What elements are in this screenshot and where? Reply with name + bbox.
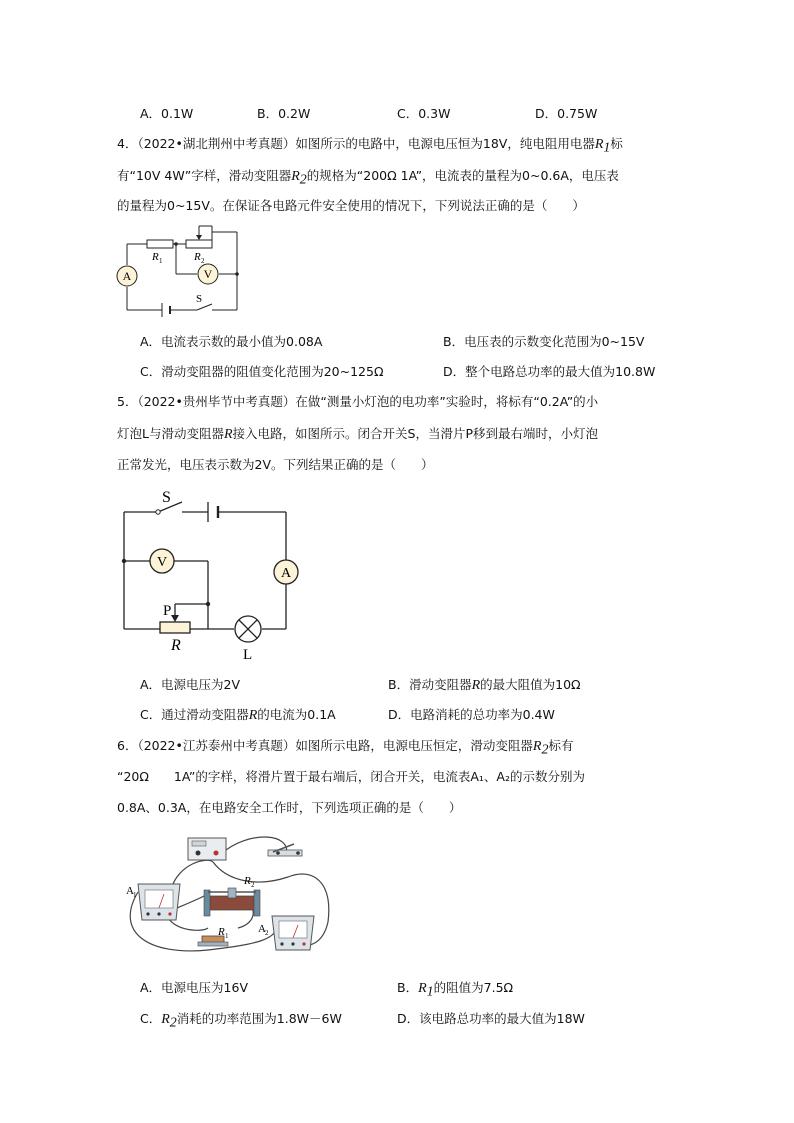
q3-option-a: A．0.1W (140, 106, 194, 121)
q3-option-d: D．0.75W (535, 106, 598, 121)
q4-stem-line-3: 的量程为0~15V。在保证各电路元件安全使用的情况下，下列说法正确的是（ ） (117, 198, 585, 213)
q6-circuit-illustration (118, 832, 348, 964)
q5-stem-line-3: 正常发光，电压表示数为2V。下列结果正确的是（ ） (117, 457, 434, 472)
q4-stem-line-2: 有“10V 4W”字样，滑动变阻器$R_2$的规格为“200Ω 1A”，电流表的量程为0~0.6A，电压表 (117, 168, 619, 188)
q5-option-b: B．滑动变阻器R的最大阻值为10Ω (388, 677, 581, 693)
q3-option-c: C．0.3W (397, 106, 451, 121)
q4-option-d: D．整个电路总功率的最大值为10.8W (443, 364, 656, 379)
q5-circuit-diagram (110, 484, 306, 662)
q5-rheostat-r (160, 622, 190, 633)
q4-stem-line-1: 4．（2022•湖北荆州中考真题）如图所示的电路中，电源电压恒为18V，纯电阻用电器$R_1$标 (117, 136, 623, 156)
q6-r1-subscript: 1 (225, 932, 229, 940)
q4-option-a: A．电流表示数的最小值为0.08A (140, 334, 323, 349)
q5-ammeter-label: A (280, 566, 292, 581)
q5-switch-label: S (162, 489, 171, 506)
q6-r2-label: R (244, 875, 251, 887)
q5-option-c: C．通过滑动变阻器R的电流为0.1A (140, 707, 336, 723)
q5-option-d: D．电路消耗的总功率为0.4W (388, 707, 555, 722)
q6-option-a: A．电源电压为16V (140, 980, 249, 995)
q6-stem-line-3: 0.8A、0.3A，在电路安全工作时，下列选项正确的是（ ） (117, 800, 462, 815)
q5-slider-label: P (163, 603, 172, 619)
q4-ammeter-label: A (122, 269, 132, 283)
q6-option-b: B．$R_1$的阻值为7.5Ω (397, 980, 514, 1000)
q4-resistor-r1 (147, 240, 173, 248)
q5-voltmeter-label: V (156, 555, 168, 570)
q4-r2-subscript: 2 (201, 257, 205, 265)
q4-r1-subscript: 1 (159, 257, 163, 265)
q5-rheostat-label: R (171, 637, 181, 654)
q5-lamp-label: L (243, 647, 253, 662)
q6-stem-line-2: “20Ω 1A”的字样，将滑片置于最右端后，闭合开关，电流表A₁、A₂的示数分别为 (117, 769, 585, 784)
q4-r1-label: R (152, 251, 159, 263)
q5-option-a: A．电源电压为2V (140, 677, 241, 692)
q5-stem-line-1: 5．（2022•贵州毕节中考真题）在做“测量小灯泡的电功率”实验时，将标有“0.2A”的小 (117, 394, 599, 409)
q6-r1-label: R (218, 926, 225, 938)
q6-a2-label: A (258, 923, 266, 935)
q6-a2-subscript: 2 (265, 929, 269, 937)
q4-circuit-diagram (112, 222, 248, 322)
q4-option-c: C．滑动变阻器的阻值变化范围为20~125Ω (140, 364, 384, 379)
q6-a1-label: A (126, 885, 134, 897)
q4-voltmeter-label: V (203, 267, 213, 281)
q5-stem-line-2: 灯泡L与滑动变阻器R接入电路，如图所示。闭合开关S，当滑片P移到最右端时，小灯泡 (117, 426, 599, 442)
q4-r2-label: R (194, 251, 201, 263)
q3-option-b: B．0.2W (257, 106, 311, 121)
q4-rheostat-r2 (186, 240, 212, 248)
q4-switch-label: S (196, 293, 203, 305)
q6-stem-line-1: 6．（2022•江苏泰州中考真题）如图所示电路，电源电压恒定，滑动变阻器$R_2$标有 (117, 738, 574, 758)
q6-option-d: D．该电路总功率的最大值为18W (397, 1011, 585, 1026)
q4-option-b: B．电压表的示数变化范围为0~15V (443, 334, 645, 349)
q6-option-c: C．$R_2$消耗的功率范围为1.8W－6W (140, 1011, 342, 1031)
q6-a1-subscript: 1 (133, 891, 137, 899)
q6-r2-subscript: 2 (251, 881, 255, 889)
